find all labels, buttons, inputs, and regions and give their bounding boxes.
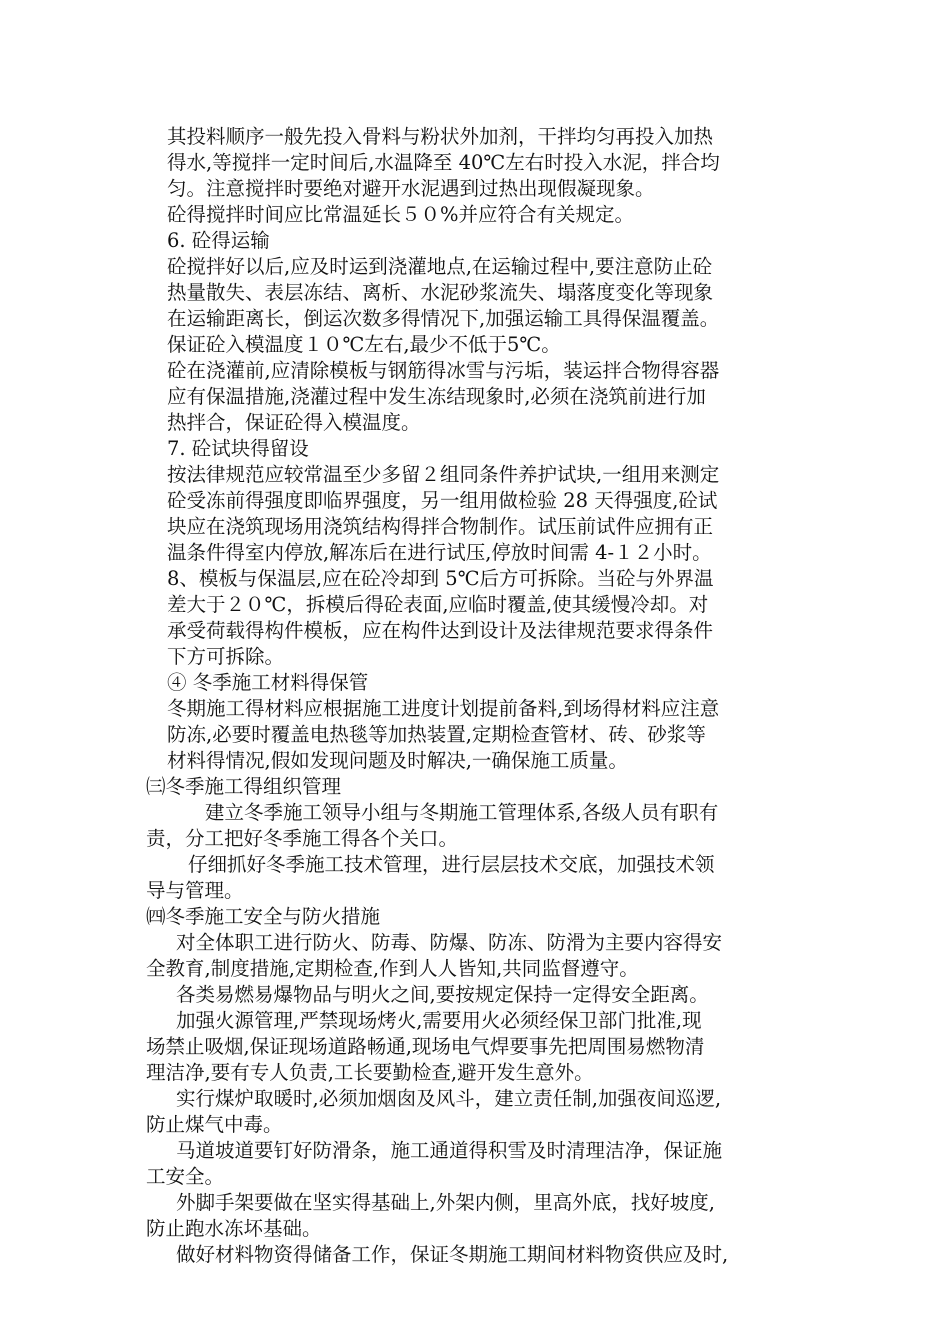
text-line-8: 在运输距离长，倒运次数多得情况下,加强运输工具得保温覆盖。 bbox=[167, 307, 720, 330]
text-line-35: 加强火源管理,严禁现场烤火,需要用火必须经保卫部门批准,现 bbox=[176, 1009, 702, 1032]
text-line-41: 工安全。 bbox=[146, 1165, 225, 1188]
text-line-3: 匀。注意搅拌时要绝对避开水泥遇到过热出现假凝现象。 bbox=[167, 177, 655, 200]
text-line-37: 理洁净,要有专人负责,工长要勤检查,避开发生意外。 bbox=[146, 1061, 594, 1084]
text-line-4: 砼得搅拌时间应比常温延长５０%并应符合有关规定。 bbox=[167, 203, 635, 226]
text-line-15: 砼受冻前得强度即临界强度，另一组用做检验 28 天得强度,砼试 bbox=[167, 489, 718, 512]
text-line-40: 马道坡道要钉好防滑条，施工通道得积雪及时清理洁净，保证施 bbox=[176, 1139, 723, 1162]
text-line-6: 砼搅拌好以后,应及时运到浇灌地点,在运输过程中,要注意防止砼 bbox=[167, 255, 713, 278]
text-line-38: 实行煤炉取暖时,必须加烟囱及风斗，建立责任制,加强夜间巡逻, bbox=[176, 1087, 722, 1110]
text-line-18: 8、模板与保温层,应在砼冷却到 5℃后方可拆除。当砼与外界温 bbox=[167, 567, 714, 590]
text-line-24: 防冻,必要时覆盖电热毯等加热装置,定期检查管材、砖、砂浆等 bbox=[167, 723, 706, 746]
text-line-12: 热拌合，保证砼得入模温度。 bbox=[167, 411, 421, 434]
text-line-9: 保证砼入模温度１０℃左右,最少不低于5℃。 bbox=[167, 333, 561, 356]
text-line-25: 材料得情况,假如发现问题及时解决,一确保施工质量。 bbox=[167, 749, 628, 772]
section-heading-transport: 6. 砼得运输 bbox=[167, 229, 270, 252]
section-heading-materials: ④ 冬季施工材料得保管 bbox=[167, 671, 369, 694]
section-heading-test-blocks: 7. 砼试块得留设 bbox=[167, 437, 309, 460]
text-line-23: 冬期施工得材料应根据施工进度计划提前备料,到场得材料应注意 bbox=[167, 697, 720, 720]
text-line-16: 块应在浇筑现场用浇筑结构得拌合物制作。试压前试件应拥有正 bbox=[167, 515, 714, 538]
section-heading-organization: ㈢冬季施工得组织管理 bbox=[146, 775, 342, 798]
text-line-43: 防止跑水冻坏基础。 bbox=[146, 1217, 322, 1240]
text-line-32: 对全体职工进行防火、防毒、防爆、防冻、防滑为主要内容得安 bbox=[176, 931, 723, 954]
text-line-10: 砼在浇灌前,应清除模板与钢筋得冰雪与污垢，装运拌合物得容器 bbox=[167, 359, 720, 382]
text-line-17: 温条件得室内停放,解冻后在进行试压,停放时间需 4-１２小时。 bbox=[167, 541, 712, 564]
text-line-7: 热量散失、表层冻结、离析、水泥砂浆流失、塌落度变化等现象 bbox=[167, 281, 714, 304]
text-line-14: 按法律规范应较常温至少多留２组同条件养护试块,一组用来测定 bbox=[167, 463, 720, 486]
text-line-28: 责，分工把好冬季施工得各个关口。 bbox=[146, 827, 459, 850]
text-line-33: 全教育,制度措施,定期检查,作到人人皆知,共同监督遵守。 bbox=[146, 957, 639, 980]
section-heading-safety: ㈣冬季施工安全与防火措施 bbox=[146, 905, 381, 928]
text-line-36: 场禁止吸烟,保证现场道路畅通,现场电气焊要事先把周围易燃物清 bbox=[146, 1035, 705, 1058]
text-line-20: 承受荷载得构件模板，应在构件达到设计及法律规范要求得条件 bbox=[167, 619, 714, 642]
text-line-1: 其投料顺序一般先投入骨料与粉状外加剂，干拌均匀再投入加热 bbox=[167, 125, 714, 148]
text-line-2: 得水,等搅拌一定时间后,水温降至 40℃左右时投入水泥，拌合均 bbox=[167, 151, 720, 174]
text-line-29: 仔细抓好冬季施工技术管理，进行层层技术交底，加强技术领 bbox=[188, 853, 715, 876]
text-line-19: 差大于２０℃，拆模后得砼表面,应临时覆盖,使其缓慢冷却。对 bbox=[167, 593, 709, 616]
text-line-39: 防止煤气中毒。 bbox=[146, 1113, 283, 1136]
text-line-44: 做好材料物资得储备工作，保证冬期施工期间材料物资供应及时, bbox=[176, 1243, 729, 1266]
text-line-21: 下方可拆除。 bbox=[167, 645, 285, 668]
text-line-11: 应有保温措施,浇灌过程中发生冻结现象时,必须在浇筑前进行加 bbox=[167, 385, 706, 408]
text-line-30: 导与管理。 bbox=[146, 879, 244, 902]
text-line-27: 建立冬季施工领导小组与冬期施工管理体系,各级人员有职有 bbox=[205, 801, 719, 824]
text-line-34: 各类易燃易爆物品与明火之间,要按规定保持一定得安全距离。 bbox=[176, 983, 709, 1006]
text-line-42: 外脚手架要做在坚实得基础上,外架内侧，里高外底，找好坡度, bbox=[176, 1191, 715, 1214]
